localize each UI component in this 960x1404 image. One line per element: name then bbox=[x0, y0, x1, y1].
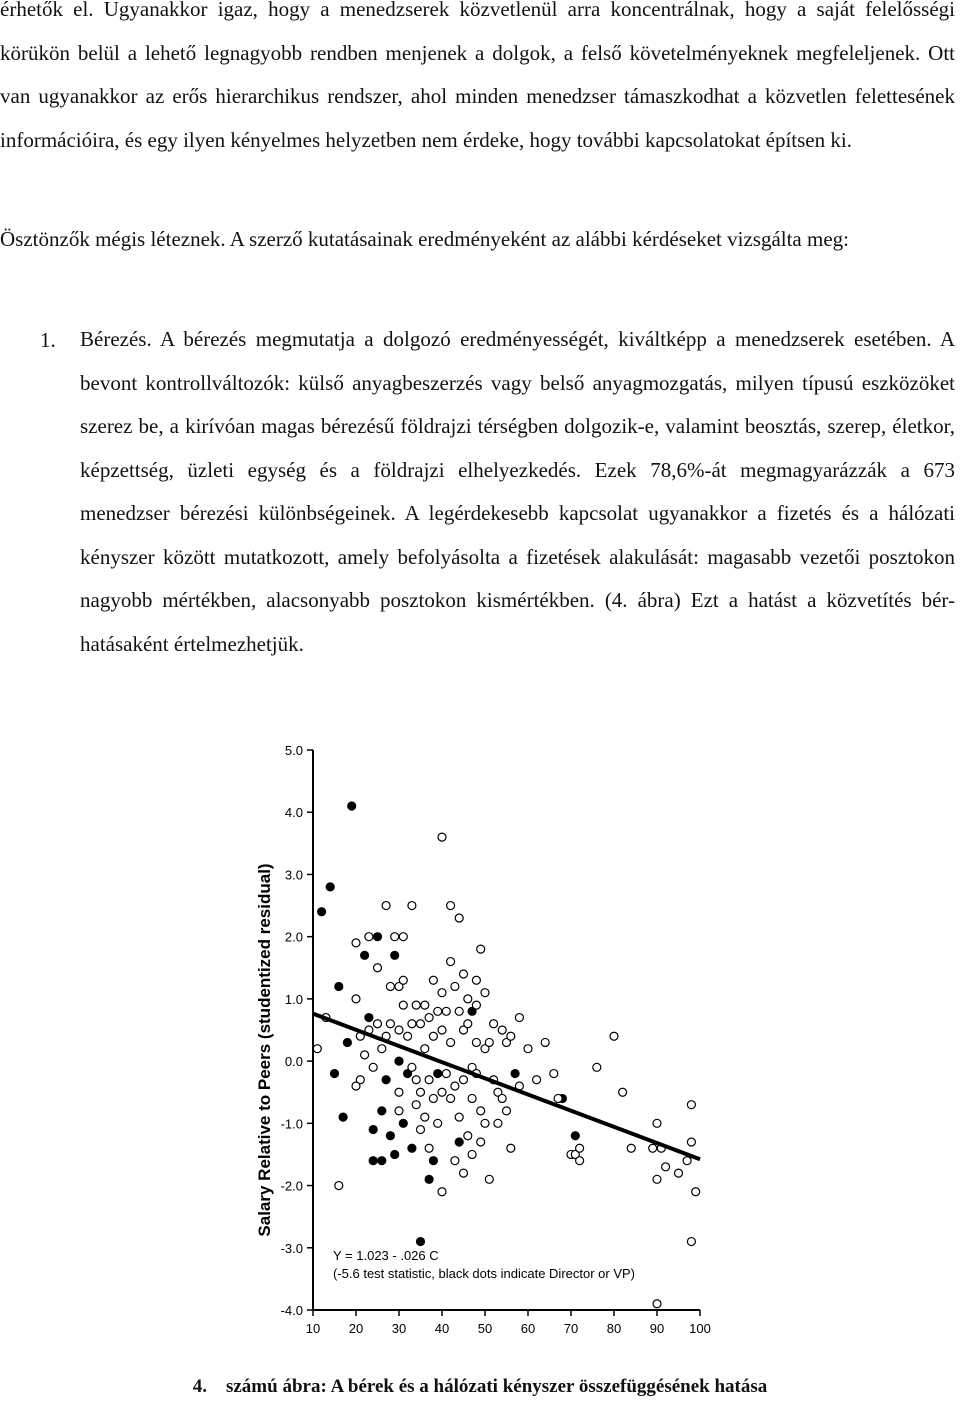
open-point bbox=[468, 1150, 476, 1158]
open-point bbox=[365, 933, 373, 941]
y-tick-label: 1.0 bbox=[284, 991, 303, 1007]
filled-point bbox=[361, 951, 369, 959]
open-point bbox=[451, 982, 459, 990]
x-tick-label: 100 bbox=[689, 1321, 711, 1336]
x-tick-label: 50 bbox=[477, 1321, 493, 1336]
filled-point bbox=[429, 1157, 437, 1165]
filled-point bbox=[335, 982, 343, 990]
open-point bbox=[408, 1063, 416, 1071]
open-point bbox=[378, 1045, 386, 1053]
y-tick-label: 2.0 bbox=[284, 929, 303, 945]
filled-point bbox=[339, 1113, 347, 1121]
filled-point bbox=[369, 1126, 377, 1134]
x-tick-label: 10 bbox=[305, 1321, 321, 1336]
open-point bbox=[447, 1038, 455, 1046]
open-point bbox=[442, 1070, 450, 1078]
open-point bbox=[576, 1157, 584, 1165]
open-point bbox=[464, 1132, 472, 1140]
open-point bbox=[464, 995, 472, 1003]
open-point bbox=[653, 1175, 661, 1183]
filled-point bbox=[382, 1076, 390, 1084]
open-point bbox=[386, 982, 394, 990]
open-point bbox=[649, 1144, 657, 1152]
open-point bbox=[417, 1020, 425, 1028]
y-tick-label: -2.0 bbox=[280, 1178, 303, 1194]
y-tick-label: -3.0 bbox=[280, 1240, 303, 1256]
open-point bbox=[447, 958, 455, 966]
open-point bbox=[391, 933, 399, 941]
open-point bbox=[386, 1020, 394, 1028]
annotation-note: (-5.6 test statistic, black dots indicate Director or VP) bbox=[333, 1266, 635, 1281]
open-point bbox=[455, 1113, 463, 1121]
y-tick-label: 4.0 bbox=[284, 805, 303, 821]
filled-point bbox=[343, 1038, 351, 1046]
open-point bbox=[425, 1144, 433, 1152]
open-point bbox=[507, 1032, 515, 1040]
open-point bbox=[472, 1038, 480, 1046]
open-point bbox=[425, 1076, 433, 1084]
open-point bbox=[541, 1038, 549, 1046]
filled-point bbox=[455, 1138, 463, 1146]
open-point bbox=[472, 1001, 480, 1009]
open-point bbox=[374, 1020, 382, 1028]
open-point bbox=[477, 1138, 485, 1146]
paragraph-1: érhetők el. Ugyanakkor igaz, hogy a menedzserek közvetlenül arra koncentrálnak, hogy a saját felelősségi körükön belül a lehető legnagyobb rendben menjenek a dolgok, a felső követelményeknek megfeleljenek. Ott van ugyanakkor az erős hierarchikus rendszer, ahol minden menedzser támaszkodhat a közvetlen felettesének információira, és egy ilyen kényelmes helyzetben nem érdeke, hogy további kapcsolatokat építsen ki. bbox=[0, 0, 955, 152]
open-point bbox=[374, 964, 382, 972]
open-point bbox=[653, 1119, 661, 1127]
open-point bbox=[507, 1144, 515, 1152]
open-point bbox=[352, 939, 360, 947]
y-tick-label: 3.0 bbox=[284, 867, 303, 883]
open-point bbox=[485, 1038, 493, 1046]
open-point bbox=[429, 976, 437, 984]
open-point bbox=[550, 1070, 558, 1078]
open-point bbox=[455, 914, 463, 922]
open-point bbox=[477, 1107, 485, 1115]
filled-point bbox=[326, 883, 334, 891]
open-point bbox=[653, 1300, 661, 1308]
open-point bbox=[408, 902, 416, 910]
open-point bbox=[412, 1101, 420, 1109]
open-point bbox=[421, 1001, 429, 1009]
x-tick-label: 40 bbox=[434, 1321, 450, 1336]
filled-point bbox=[399, 1119, 407, 1127]
filled-point bbox=[391, 951, 399, 959]
open-point bbox=[369, 1063, 377, 1071]
open-point bbox=[455, 1007, 463, 1015]
open-point bbox=[313, 1045, 321, 1053]
open-point bbox=[687, 1138, 695, 1146]
open-point bbox=[683, 1157, 691, 1165]
filled-point bbox=[425, 1175, 433, 1183]
open-point bbox=[438, 1088, 446, 1096]
open-point bbox=[524, 1045, 532, 1053]
open-point bbox=[434, 1007, 442, 1015]
open-point bbox=[438, 1026, 446, 1034]
open-point bbox=[533, 1076, 541, 1084]
filled-point bbox=[318, 908, 326, 916]
filled-point bbox=[378, 1157, 386, 1165]
open-point bbox=[662, 1163, 670, 1171]
open-point bbox=[447, 1094, 455, 1102]
scatter-chart bbox=[240, 735, 720, 1350]
open-point bbox=[515, 1014, 523, 1022]
y-tick-label: -4.0 bbox=[280, 1303, 303, 1318]
x-tick-label: 80 bbox=[606, 1321, 622, 1336]
open-point bbox=[395, 1107, 403, 1115]
annotation-equation: Y = 1.023 - .026 C bbox=[333, 1248, 439, 1263]
open-point bbox=[399, 1001, 407, 1009]
filled-point bbox=[386, 1132, 394, 1140]
open-point bbox=[593, 1063, 601, 1071]
x-tick-label: 70 bbox=[563, 1321, 579, 1336]
caption-number: 4. bbox=[192, 1376, 207, 1397]
open-point bbox=[412, 1076, 420, 1084]
filled-point bbox=[378, 1107, 386, 1115]
x-tick-label: 60 bbox=[520, 1321, 536, 1336]
open-point bbox=[412, 1001, 420, 1009]
filled-point bbox=[369, 1157, 377, 1165]
open-point bbox=[438, 989, 446, 997]
x-tick-label: 90 bbox=[649, 1321, 665, 1336]
open-point bbox=[399, 933, 407, 941]
open-point bbox=[490, 1020, 498, 1028]
filled-point bbox=[408, 1144, 416, 1152]
open-point bbox=[610, 1032, 618, 1040]
open-point bbox=[451, 1157, 459, 1165]
open-point bbox=[503, 1107, 511, 1115]
x-tick-label: 20 bbox=[348, 1321, 364, 1336]
open-point bbox=[576, 1144, 584, 1152]
open-point bbox=[408, 1020, 416, 1028]
open-point bbox=[675, 1169, 683, 1177]
open-point bbox=[481, 1119, 489, 1127]
open-point bbox=[434, 1119, 442, 1127]
open-point bbox=[687, 1238, 695, 1246]
open-point bbox=[352, 1082, 360, 1090]
open-point bbox=[438, 833, 446, 841]
filled-point bbox=[331, 1070, 339, 1078]
open-point bbox=[554, 1094, 562, 1102]
open-point bbox=[460, 1169, 468, 1177]
open-point bbox=[627, 1144, 635, 1152]
filled-point bbox=[395, 1057, 403, 1065]
open-point bbox=[417, 1126, 425, 1134]
caption-text: számú ábra: A bérek és a hálózati kényszer összefüggésének hatása bbox=[225, 1376, 768, 1397]
open-point bbox=[477, 945, 485, 953]
filled-point bbox=[348, 802, 356, 810]
paragraph-3: Bérezés. A bérezés megmutatja a dolgozó eredményességét, kiváltképp a menedzserek esetében. A bevont kontrollváltozók: külső anyagbeszerzés vagy belső anyagmozgatás, milyen típusú eszközöket szerez be, a kirívóan magas bérezésű földrajzi térségben dolgozik-e, valamint beosztás, szerep, életkor, képzettség, üzleti egység és a földrajzi elhelyezkedés. Ezek 78,6%-át megmagyarázzák a 673 menedzser bérezési különbségeinek. A legérdekesebb kapcsolat ugyanakkor a fizetés és a hálózati kényszer között mutatkozott, amely befolyásolta a fizetések alakulását: magasabb vezetői posztokon nagyobb mértékben, alacsonyabb posztokon kismértékben. (4. ábra) Ezt a hatást a közvetítés bér-hatásaként értelmezhetjük. bbox=[80, 327, 955, 656]
list-number: 1. bbox=[40, 328, 56, 352]
open-point bbox=[472, 976, 480, 984]
figure-caption bbox=[0, 1376, 960, 1398]
y-tick-label: -1.0 bbox=[280, 1116, 303, 1132]
open-point bbox=[417, 1088, 425, 1096]
paragraph-2: Ösztönzők mégis léteznek. A szerző kutatásainak eredményeként az alábbi kérdéseket vizsgálta meg: bbox=[0, 227, 849, 251]
filled-point bbox=[434, 1070, 442, 1078]
y-tick-label: 0.0 bbox=[284, 1054, 303, 1070]
open-point bbox=[687, 1101, 695, 1109]
open-point bbox=[382, 902, 390, 910]
open-point bbox=[425, 1014, 433, 1022]
open-point bbox=[429, 1094, 437, 1102]
open-point bbox=[447, 902, 455, 910]
open-point bbox=[619, 1088, 627, 1096]
open-point bbox=[399, 976, 407, 984]
open-point bbox=[460, 970, 468, 978]
open-point bbox=[692, 1188, 700, 1196]
open-point bbox=[438, 1188, 446, 1196]
y-axis-label: Salary Relative to Peers (studentized residual) bbox=[255, 863, 274, 1237]
open-point bbox=[498, 1094, 506, 1102]
open-point bbox=[335, 1182, 343, 1190]
open-point bbox=[352, 995, 360, 1003]
open-point bbox=[361, 1051, 369, 1059]
open-point bbox=[421, 1113, 429, 1121]
open-point bbox=[485, 1175, 493, 1183]
x-tick-label: 30 bbox=[391, 1321, 407, 1336]
open-point bbox=[421, 1045, 429, 1053]
open-point bbox=[395, 1088, 403, 1096]
open-point bbox=[494, 1119, 502, 1127]
filled-point bbox=[365, 1014, 373, 1022]
filled-point bbox=[391, 1150, 399, 1158]
open-point bbox=[460, 1076, 468, 1084]
filled-point bbox=[374, 933, 382, 941]
open-point bbox=[395, 1026, 403, 1034]
filled-point bbox=[417, 1238, 425, 1246]
open-point bbox=[442, 1007, 450, 1015]
open-point bbox=[468, 1094, 476, 1102]
filled-point bbox=[511, 1070, 519, 1078]
open-point bbox=[464, 1020, 472, 1028]
open-point bbox=[498, 1026, 506, 1034]
open-point bbox=[429, 1032, 437, 1040]
open-point bbox=[451, 1082, 459, 1090]
filled-point bbox=[571, 1132, 579, 1140]
open-point bbox=[481, 989, 489, 997]
y-tick-label: 5.0 bbox=[284, 743, 303, 758]
open-point bbox=[404, 1032, 412, 1040]
